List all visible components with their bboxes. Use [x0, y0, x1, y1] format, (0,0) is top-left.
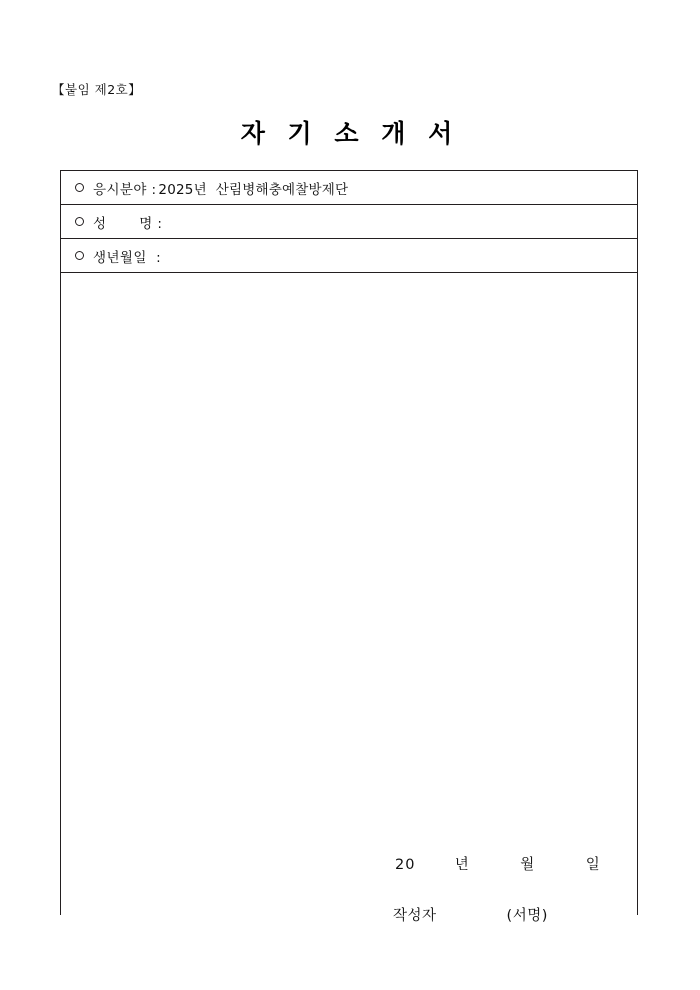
circle-bullet-icon	[75, 217, 84, 226]
field-label-birthdate: 생년월일 :	[93, 249, 162, 266]
writer-line	[355, 904, 615, 925]
field-label-application-area: 응시분야 :	[93, 181, 157, 198]
free-writing-area[interactable]	[61, 273, 637, 949]
field-label-name: 성 명 :	[93, 215, 163, 232]
field-row-application-area	[61, 171, 637, 205]
date-line: 20 년 월 일	[395, 857, 601, 873]
field-value-application-area: 2025년 산림병해충예찰방제단	[158, 181, 349, 198]
page-title: 자 기 소 개 서	[240, 119, 460, 148]
self-introduction-form	[60, 170, 638, 924]
signature-block	[355, 853, 615, 925]
field-row-name	[61, 205, 637, 239]
field-row-birthdate	[61, 239, 637, 273]
circle-bullet-icon	[75, 251, 84, 260]
circle-bullet-icon	[75, 183, 84, 192]
signature-label: (서명)	[506, 908, 548, 924]
writer-label: 작성자	[393, 908, 437, 924]
attachment-tag: 【붙임 제2호】	[52, 82, 142, 97]
